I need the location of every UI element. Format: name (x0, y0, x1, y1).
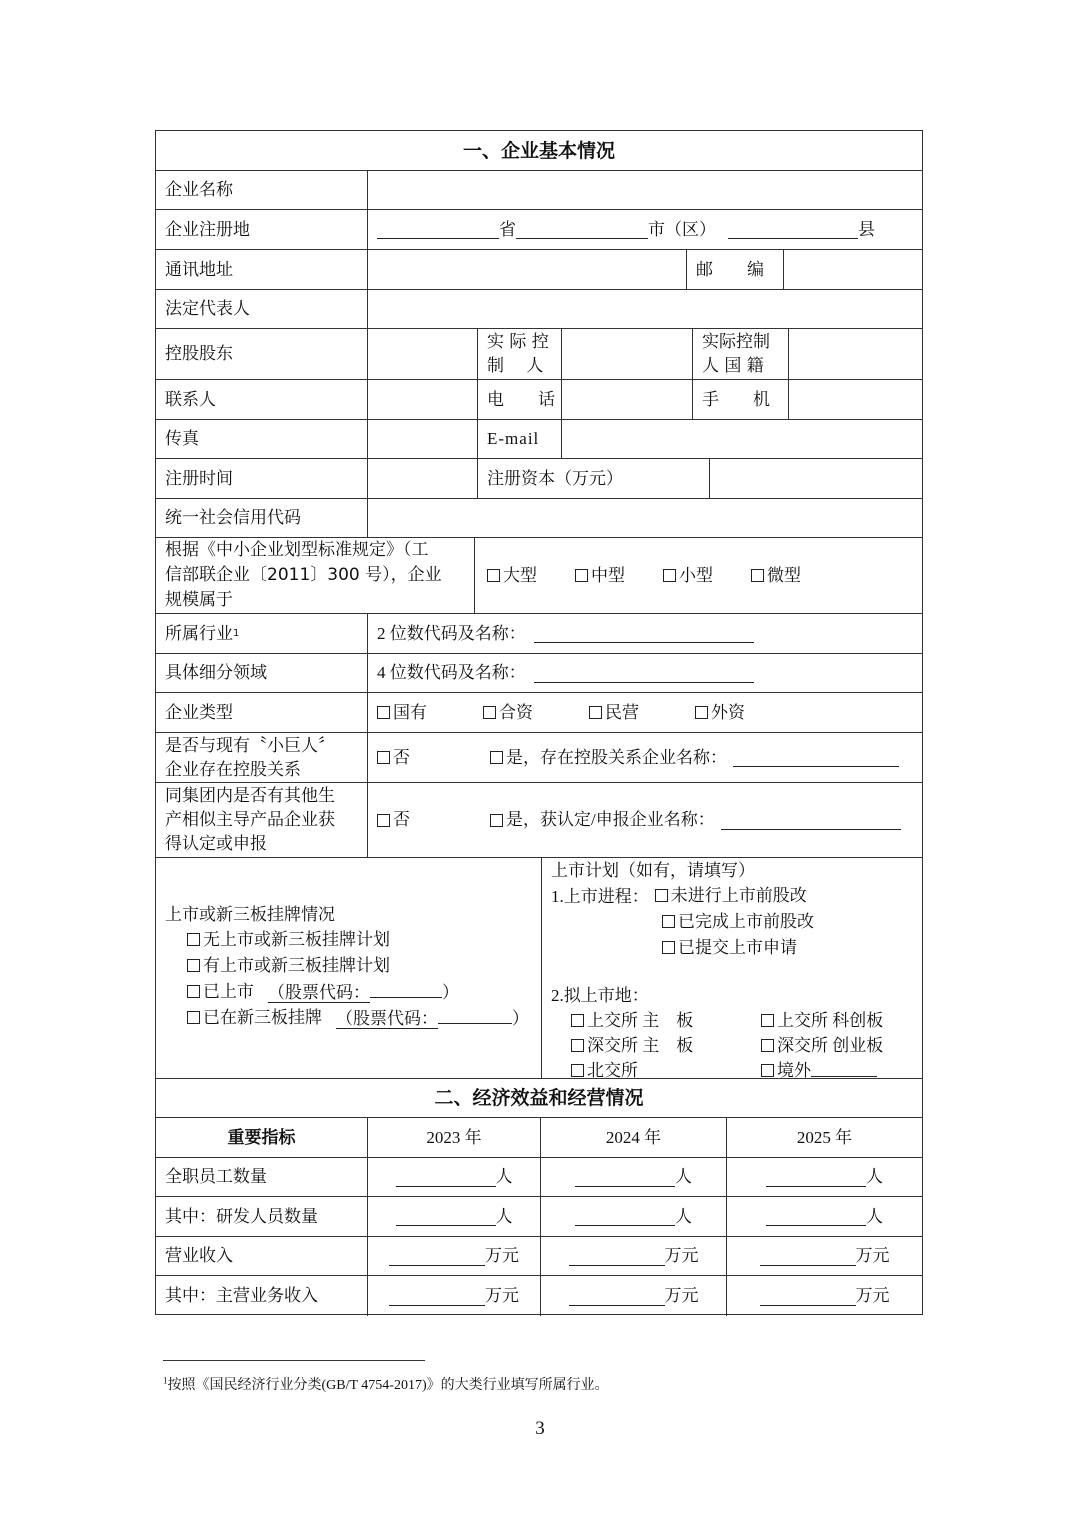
ent-type-jv[interactable]: 合资 (483, 701, 533, 725)
group-options (367, 783, 922, 857)
row-legal-rep (156, 290, 922, 329)
actual-controller-field[interactable] (561, 329, 692, 379)
province-blank[interactable] (377, 220, 499, 239)
listing-status-title: 上市或新三板挂牌情况 (165, 904, 335, 924)
group-label-1: 同集团内是否有其他生 (165, 786, 335, 806)
row-giant-relation (156, 733, 922, 783)
employees-2025-unit: 人 (866, 1167, 883, 1186)
listing-plan-block (551, 858, 921, 1078)
econ-header-indicator: 重要指标 (227, 1127, 296, 1148)
listing-opt-neeq-label[interactable]: 已在新三板挂牌 (187, 1005, 322, 1030)
ent-type-options (367, 693, 922, 732)
credit-code-field[interactable] (367, 499, 922, 537)
main-revenue-2025-blank[interactable] (760, 1287, 856, 1306)
legal-rep-label: 法定代表人 (165, 299, 250, 319)
section2-title-row (156, 1079, 922, 1118)
scale-option-medium[interactable]: 中型 (575, 564, 625, 588)
shareholder-label: 控股股东 (165, 344, 233, 364)
sub-field-code-label: 4 位数代码及名称： (377, 663, 526, 682)
main-revenue-2024[interactable] (540, 1276, 726, 1316)
venue-bse[interactable]: 北交所 (571, 1058, 761, 1078)
venue-sse-main[interactable]: 上交所 主 板 (571, 1008, 761, 1033)
city-label: 市（区） (648, 219, 716, 240)
main-revenue-2023-blank[interactable] (389, 1287, 485, 1306)
revenue-2025-unit: 万元 (855, 1246, 890, 1265)
listed-code-blank[interactable] (370, 979, 442, 998)
neeq-code-label: （股票代码： (336, 1008, 438, 1028)
progress-row-3 (551, 935, 921, 961)
footnote-divider (163, 1360, 425, 1361)
econ-header-row (156, 1118, 922, 1158)
county-label: 县 (858, 219, 875, 240)
rd-staff-2024-blank[interactable] (575, 1207, 675, 1226)
sub-field-code-blank[interactable] (534, 664, 754, 683)
ent-type-label: 企业类型 (165, 702, 233, 723)
neeq-code-blank[interactable] (438, 1005, 512, 1024)
employees-2023-unit: 人 (495, 1167, 513, 1186)
giant-label-2: 企业存在控股关系 (165, 759, 301, 780)
revenue-2025[interactable] (726, 1237, 922, 1275)
rd-staff-2025-blank[interactable] (766, 1207, 866, 1226)
row-enterprise-name (156, 171, 922, 210)
nationality-field[interactable] (788, 329, 922, 379)
employees-2023-blank[interactable] (396, 1168, 496, 1187)
postcode-label: 邮 编 (686, 250, 783, 289)
group-no[interactable]: 否 (377, 808, 410, 832)
scale-label-1: 根据《中小企业划型标准规定》（工 (165, 540, 429, 560)
group-company-blank[interactable] (721, 811, 901, 830)
listing-opt-neeq[interactable] (165, 1005, 529, 1031)
mobile-field[interactable] (788, 380, 922, 419)
row-listing (156, 858, 922, 1079)
industry-label-text: 所属行业 (165, 623, 233, 644)
footnote-text: 按照《国民经济行业分类(GB/T 4754-2017)》的大类行业填写所属行业。 (167, 1378, 609, 1393)
county-blank[interactable] (728, 220, 858, 239)
scale-label (156, 538, 474, 613)
sub-field-field[interactable] (367, 654, 922, 692)
shareholder-field[interactable] (367, 329, 477, 379)
rd-staff-label: 其中：研发人员数量 (165, 1206, 318, 1227)
giant-yes[interactable]: 是，存在控股关系企业名称： (490, 746, 727, 770)
mobile-label: 手 机 (692, 380, 788, 419)
rd-staff-2024-unit: 人 (675, 1206, 692, 1226)
econ-row-employees (156, 1158, 922, 1197)
postcode-field[interactable] (783, 250, 922, 289)
listing-opt-none[interactable] (165, 927, 529, 953)
revenue-2023-blank[interactable] (389, 1247, 485, 1266)
address-field[interactable] (367, 250, 686, 289)
group-label-2: 产相似主导产品企业获 (165, 810, 335, 830)
row-reg-time (156, 459, 922, 499)
scale-label-3: 规模属于 (165, 590, 233, 610)
revenue-label: 营业收入 (165, 1246, 233, 1266)
revenue-2023-unit: 万元 (485, 1246, 519, 1265)
neeq-code-close: ） (512, 1008, 529, 1028)
giant-label-1: 是否与现有〝小巨人〞 (165, 735, 335, 756)
city-blank[interactable] (516, 220, 648, 239)
listing-plan (541, 858, 922, 1078)
address-label: 通讯地址 (165, 259, 233, 280)
group-label (156, 783, 367, 857)
actual-controller-label-2: 制 人 (487, 356, 544, 376)
revenue-2024-unit: 万元 (664, 1246, 699, 1265)
row-group-relation (156, 783, 922, 858)
econ-header-2023: 2023 年 (367, 1118, 540, 1157)
venue-szse-main[interactable]: 深交所 主 板 (571, 1033, 761, 1058)
venue-row-3 (551, 1058, 921, 1078)
email-label: E-mail (477, 420, 561, 458)
main-revenue-label: 其中：主营业务收入 (165, 1286, 318, 1306)
venue-row-1 (551, 1008, 921, 1033)
scale-option-large[interactable]: 大型 (487, 564, 537, 588)
employees-2024[interactable] (540, 1158, 726, 1196)
rd-staff-2025[interactable] (726, 1197, 922, 1236)
rd-staff-2024[interactable] (540, 1197, 726, 1236)
section2-title: 二、经济效益和经营情况 (434, 1087, 644, 1109)
giant-options (367, 733, 922, 782)
revenue-2024[interactable] (540, 1237, 726, 1275)
row-credit-code (156, 499, 922, 538)
main-revenue-2025-unit: 万元 (855, 1286, 890, 1305)
econ-header-2025: 2025 年 (726, 1118, 922, 1157)
industry-code-label: 2 位数代码及名称： (377, 623, 526, 643)
employees-2025-blank[interactable] (766, 1168, 866, 1187)
listing-progress-label: 1.上市进程： (551, 887, 649, 906)
row-contact (156, 380, 922, 420)
scale-options (474, 538, 922, 613)
econ-row-main-revenue (156, 1276, 922, 1316)
section1-title-row (156, 131, 922, 171)
revenue-2024-blank[interactable] (569, 1247, 665, 1266)
revenue-2025-blank[interactable] (760, 1247, 856, 1266)
page-number: 3 (535, 1418, 545, 1439)
registered-place-field[interactable] (367, 210, 922, 249)
nationality-label-1: 实际控制 (702, 332, 770, 352)
progress-not-started[interactable]: 未进行上市前股改 (655, 883, 807, 908)
enterprise-name-field[interactable] (367, 171, 922, 209)
main-revenue-2025[interactable] (726, 1276, 922, 1316)
industry-label (156, 614, 367, 653)
scale-option-small[interactable]: 小型 (663, 564, 713, 588)
employees-2023[interactable] (367, 1158, 540, 1196)
fax-field[interactable] (367, 420, 477, 458)
actual-controller-label (477, 329, 561, 379)
revenue-2023[interactable] (367, 1237, 540, 1275)
ent-type-foreign[interactable]: 外资 (695, 701, 745, 725)
venue-szse-gem[interactable]: 深交所 创业板 (761, 1033, 883, 1058)
footnote (163, 1374, 609, 1394)
group-label-3: 得认定或申报 (165, 834, 267, 854)
rd-staff-2025-unit: 人 (866, 1206, 883, 1226)
employees-label: 全职员工数量 (165, 1167, 267, 1187)
econ-header-2024: 2024 年 (540, 1118, 726, 1157)
ent-type-state[interactable]: 国有 (377, 701, 427, 725)
enterprise-info-form (155, 130, 923, 1315)
industry-code-blank[interactable] (534, 624, 754, 643)
row-shareholder (156, 329, 922, 380)
rd-staff-2023-blank[interactable] (396, 1207, 496, 1226)
venue-sse-star[interactable]: 上交所 科创板 (761, 1008, 883, 1033)
contact-label: 联系人 (165, 389, 216, 410)
scale-option-micro[interactable]: 微型 (751, 564, 801, 588)
row-ent-type (156, 693, 922, 733)
progress-completed[interactable]: 已完成上市前股改 (662, 909, 814, 934)
industry-note-mark: 1 (233, 628, 240, 639)
province-label: 省 (499, 219, 516, 240)
listing-plan-title: 上市计划（如有，请填写） (551, 861, 755, 880)
main-revenue-2023[interactable] (367, 1276, 540, 1316)
listing-progress-row (551, 883, 921, 909)
rd-staff-2023-unit: 人 (495, 1206, 513, 1226)
venue-row-2 (551, 1033, 921, 1058)
row-address (156, 250, 922, 290)
credit-code-label: 统一社会信用代码 (165, 508, 301, 528)
listing-opt-plan[interactable] (165, 953, 529, 979)
phone-field[interactable] (561, 380, 692, 419)
giant-no[interactable]: 否 (377, 746, 410, 770)
giant-company-blank[interactable] (733, 748, 899, 767)
econ-row-rd-staff (156, 1197, 922, 1237)
scale-label-2: 信部联企业〔2011〕300 号），企业 (165, 565, 442, 585)
employees-2024-unit: 人 (675, 1167, 692, 1186)
listing-venue-label: 2.拟上市地： (551, 986, 649, 1005)
row-registered-place (156, 210, 922, 250)
listing-opt-listed[interactable] (165, 979, 529, 1005)
nationality-label (692, 329, 788, 379)
legal-rep-field[interactable] (367, 290, 922, 328)
progress-submitted[interactable]: 已提交上市申请 (662, 935, 797, 960)
listing-opt-none-label[interactable]: 无上市或新三板挂牌计划 (187, 927, 390, 952)
rd-staff-2023[interactable] (367, 1197, 540, 1236)
main-revenue-2024-blank[interactable] (569, 1287, 665, 1306)
section1-title: 一、企业基本情况 (462, 139, 615, 162)
listing-status-block (165, 902, 529, 1031)
row-sub-field (156, 654, 922, 693)
fax-label: 传真 (165, 429, 199, 449)
employees-2024-blank[interactable] (575, 1168, 675, 1187)
nationality-label-2: 人 国 籍 (702, 356, 764, 376)
employees-2025[interactable] (726, 1158, 922, 1196)
phone-label: 电 话 (477, 380, 561, 419)
footnote-mark: 1 (163, 1375, 168, 1386)
venue-overseas[interactable]: 境外 (761, 1058, 811, 1078)
capital-label: 注册资本（万元） (477, 459, 709, 498)
email-field[interactable] (561, 420, 922, 458)
enterprise-name-label: 企业名称 (165, 180, 233, 200)
main-revenue-2023-unit: 万元 (485, 1286, 519, 1305)
listing-opt-plan-label[interactable]: 有上市或新三板挂牌计划 (187, 953, 390, 978)
listed-code-close: ） (442, 982, 459, 1002)
econ-row-revenue (156, 1237, 922, 1276)
capital-field[interactable] (709, 459, 922, 498)
listing-opt-listed-label[interactable]: 已上市 (187, 979, 254, 1004)
listed-code-label: （股票代码： (268, 982, 370, 1002)
ent-type-private[interactable]: 民营 (589, 701, 639, 725)
venue-overseas-blank[interactable] (811, 1058, 877, 1077)
main-revenue-2024-unit: 万元 (664, 1286, 699, 1305)
actual-controller-label-1: 实 际 控 (487, 332, 549, 352)
row-industry (156, 614, 922, 654)
contact-field[interactable] (367, 380, 477, 419)
reg-time-label: 注册时间 (165, 468, 233, 489)
industry-field[interactable] (367, 614, 922, 653)
listing-status (156, 858, 541, 1078)
registered-place-label: 企业注册地 (165, 219, 250, 240)
sub-field-label: 具体细分领域 (165, 663, 267, 683)
row-fax (156, 420, 922, 459)
group-yes[interactable]: 是，获认定/申报企业名称： (490, 808, 715, 832)
progress-row-2 (551, 909, 921, 935)
giant-label (156, 733, 367, 782)
row-scale (156, 538, 922, 614)
reg-time-field[interactable] (367, 459, 477, 498)
